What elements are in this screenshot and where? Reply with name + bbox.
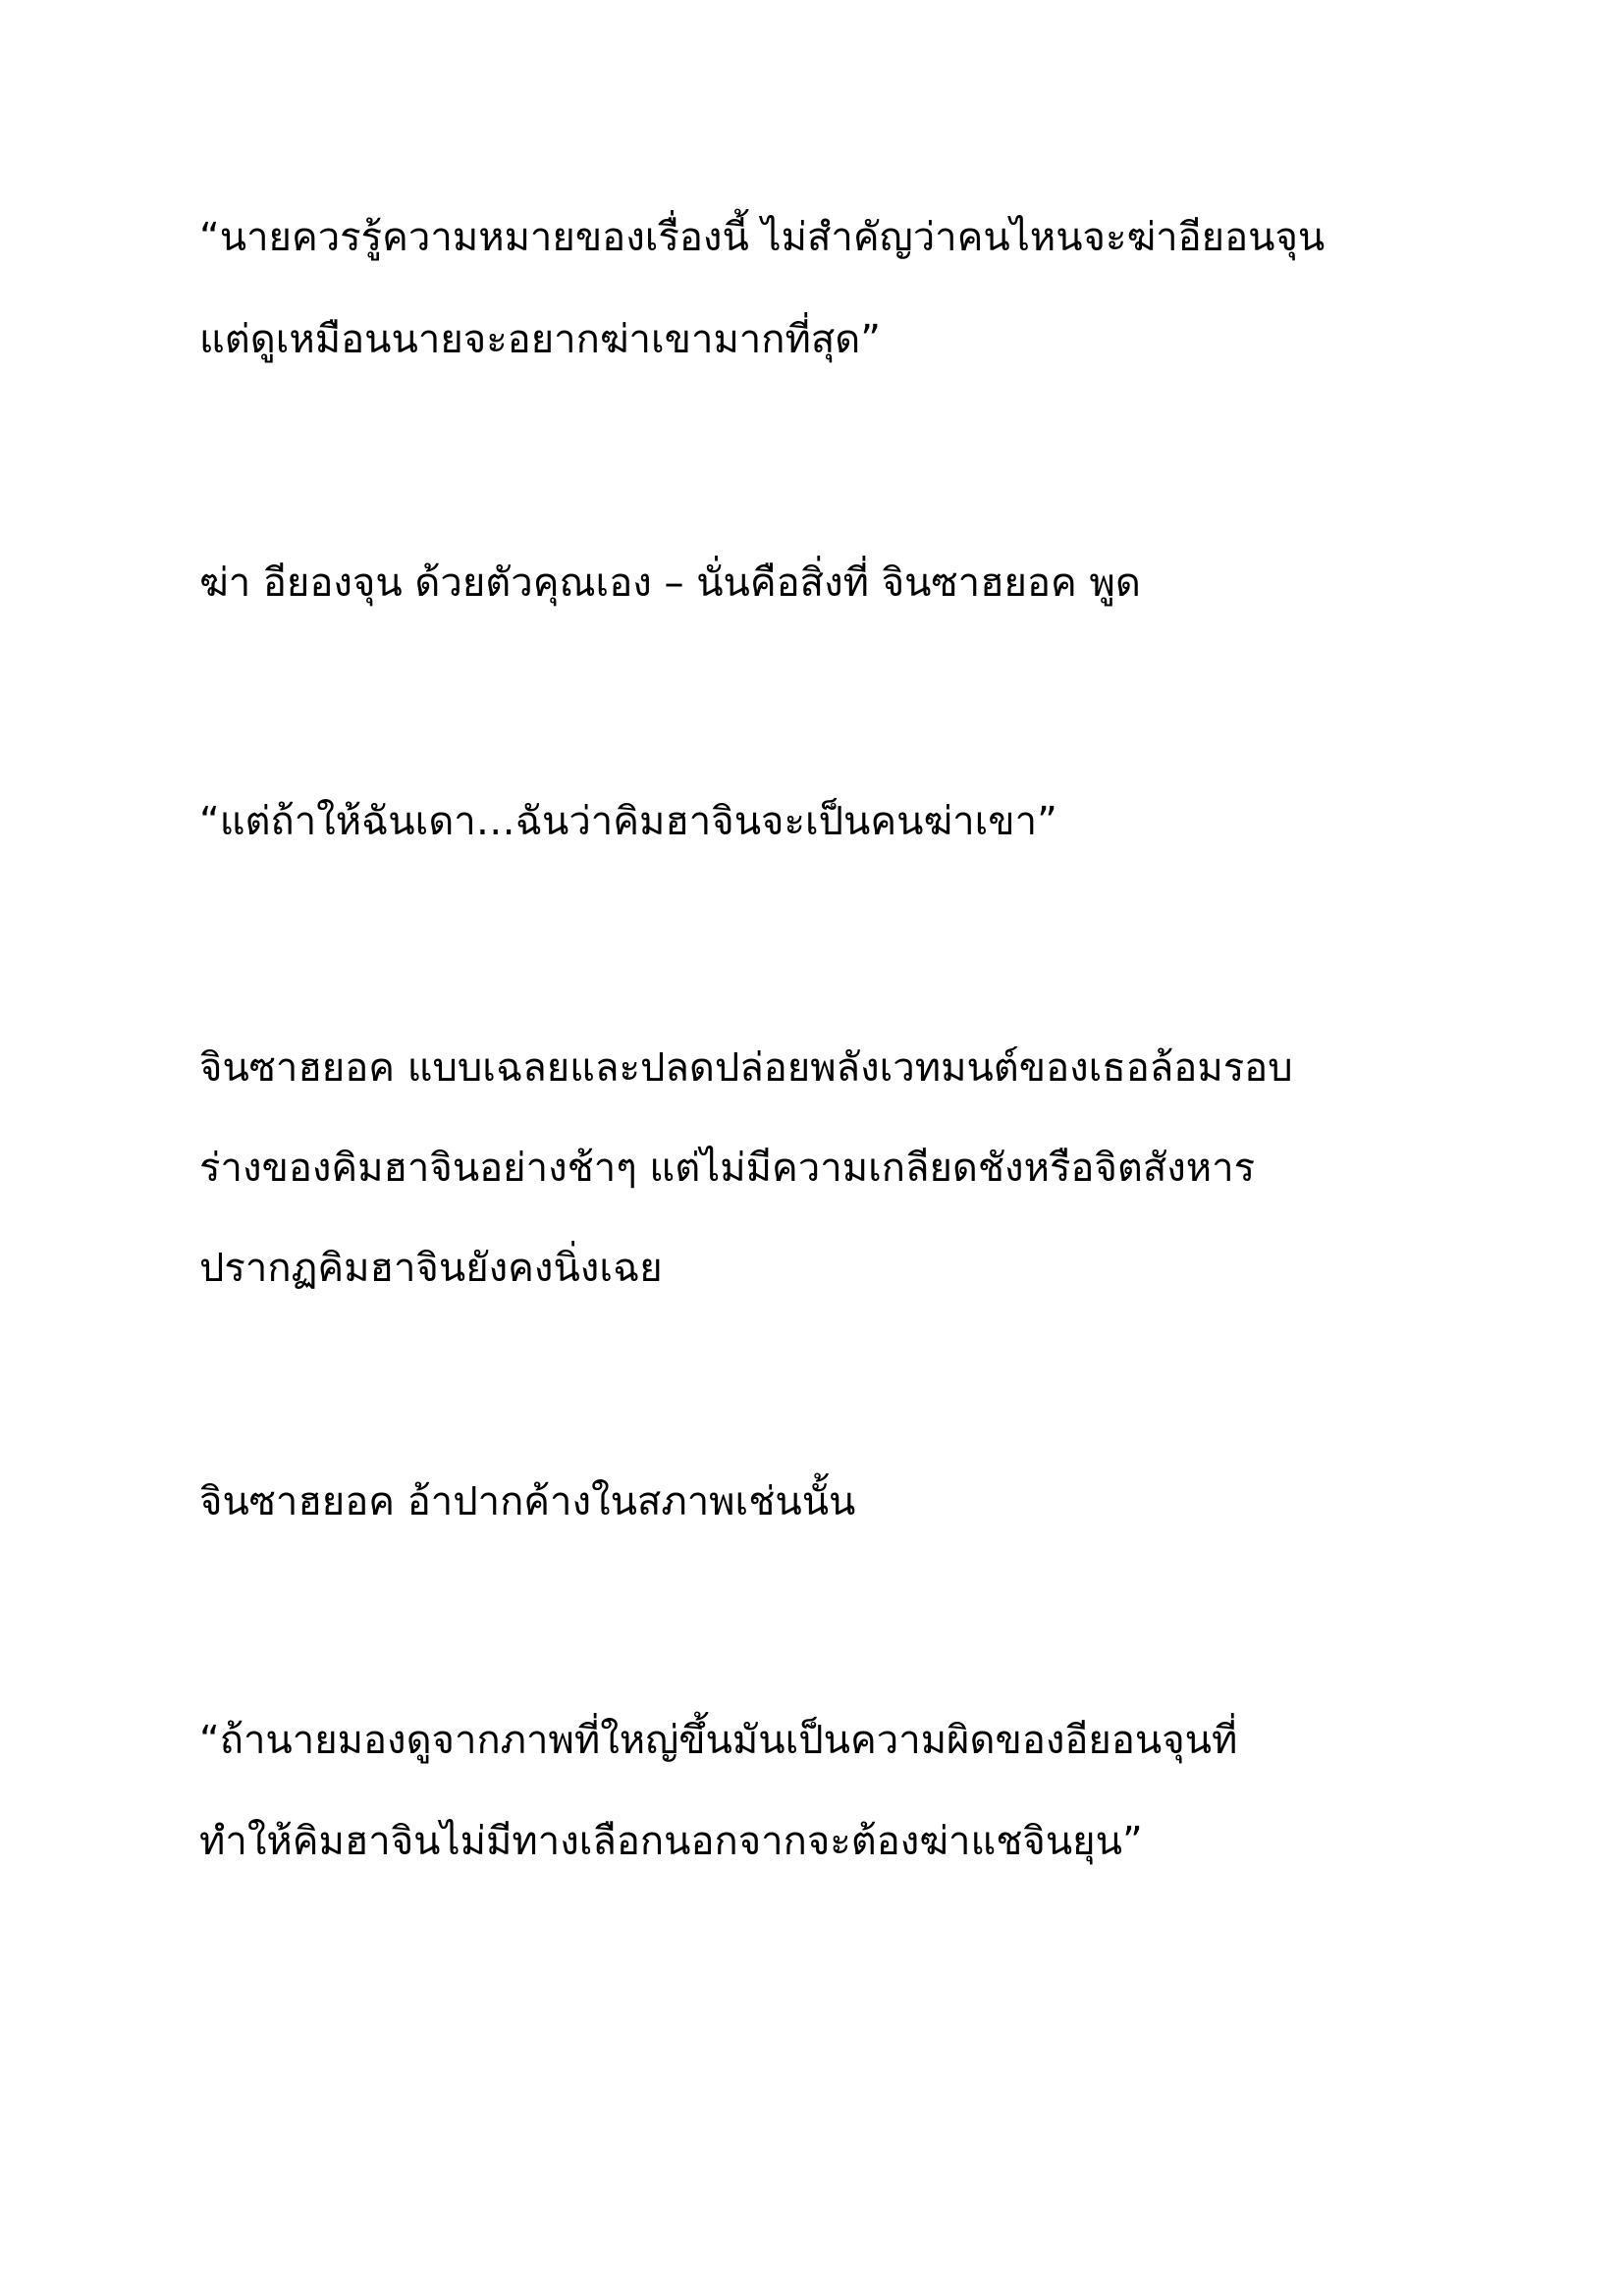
- text-line: “ถ้านายมองดูจากภาพที่ใหญ่ขึ้นมันเป็นความผิดของอียอนจุนที่: [199, 1718, 1238, 1763]
- text-line: ร่างของคิมฮาจินอย่างช้าๆ แต่ไม่มีความเกลียดชังหรือจิตสังหาร: [199, 1146, 1256, 1191]
- text-line: จินซาฮยอค แบบเฉลยและปลดปล่อยพลังเวทมนต์ของเธอล้อมรอบ: [199, 1045, 1293, 1091]
- text-line: ทำให้คิมฮาจินไม่มีทางเลือกนอกจากจะต้องฆ่าแชจินยุน”: [199, 1819, 1143, 1864]
- text-line: “แต่ถ้าให้ฉันเดา…ฉันว่าคิมฮาจินจะเป็นคนฆ่าเขา”: [199, 799, 1057, 844]
- text-line: แต่ดูเหมือนนายจะอยากฆ่าเขามากที่สุด”: [199, 317, 881, 362]
- text-line: ปรากฏคิมฮาจินยังคงนิ่งเฉย: [199, 1246, 663, 1291]
- text-line: จินซาฮยอค อ้าปากค้างในสภาพเช่นนั้น: [199, 1479, 856, 1524]
- text-line: “นายควรรู้ความหมายของเรื่องนี้ ไม่สำคัญว่าคนไหนจะฆ่าอียอนจุน: [199, 215, 1326, 260]
- text-line: ฆ่า อียองจุน ด้วยตัวคุณเอง – นั่นคือสิ่งที่ จินซาฮยอค พูด: [199, 561, 1141, 606]
